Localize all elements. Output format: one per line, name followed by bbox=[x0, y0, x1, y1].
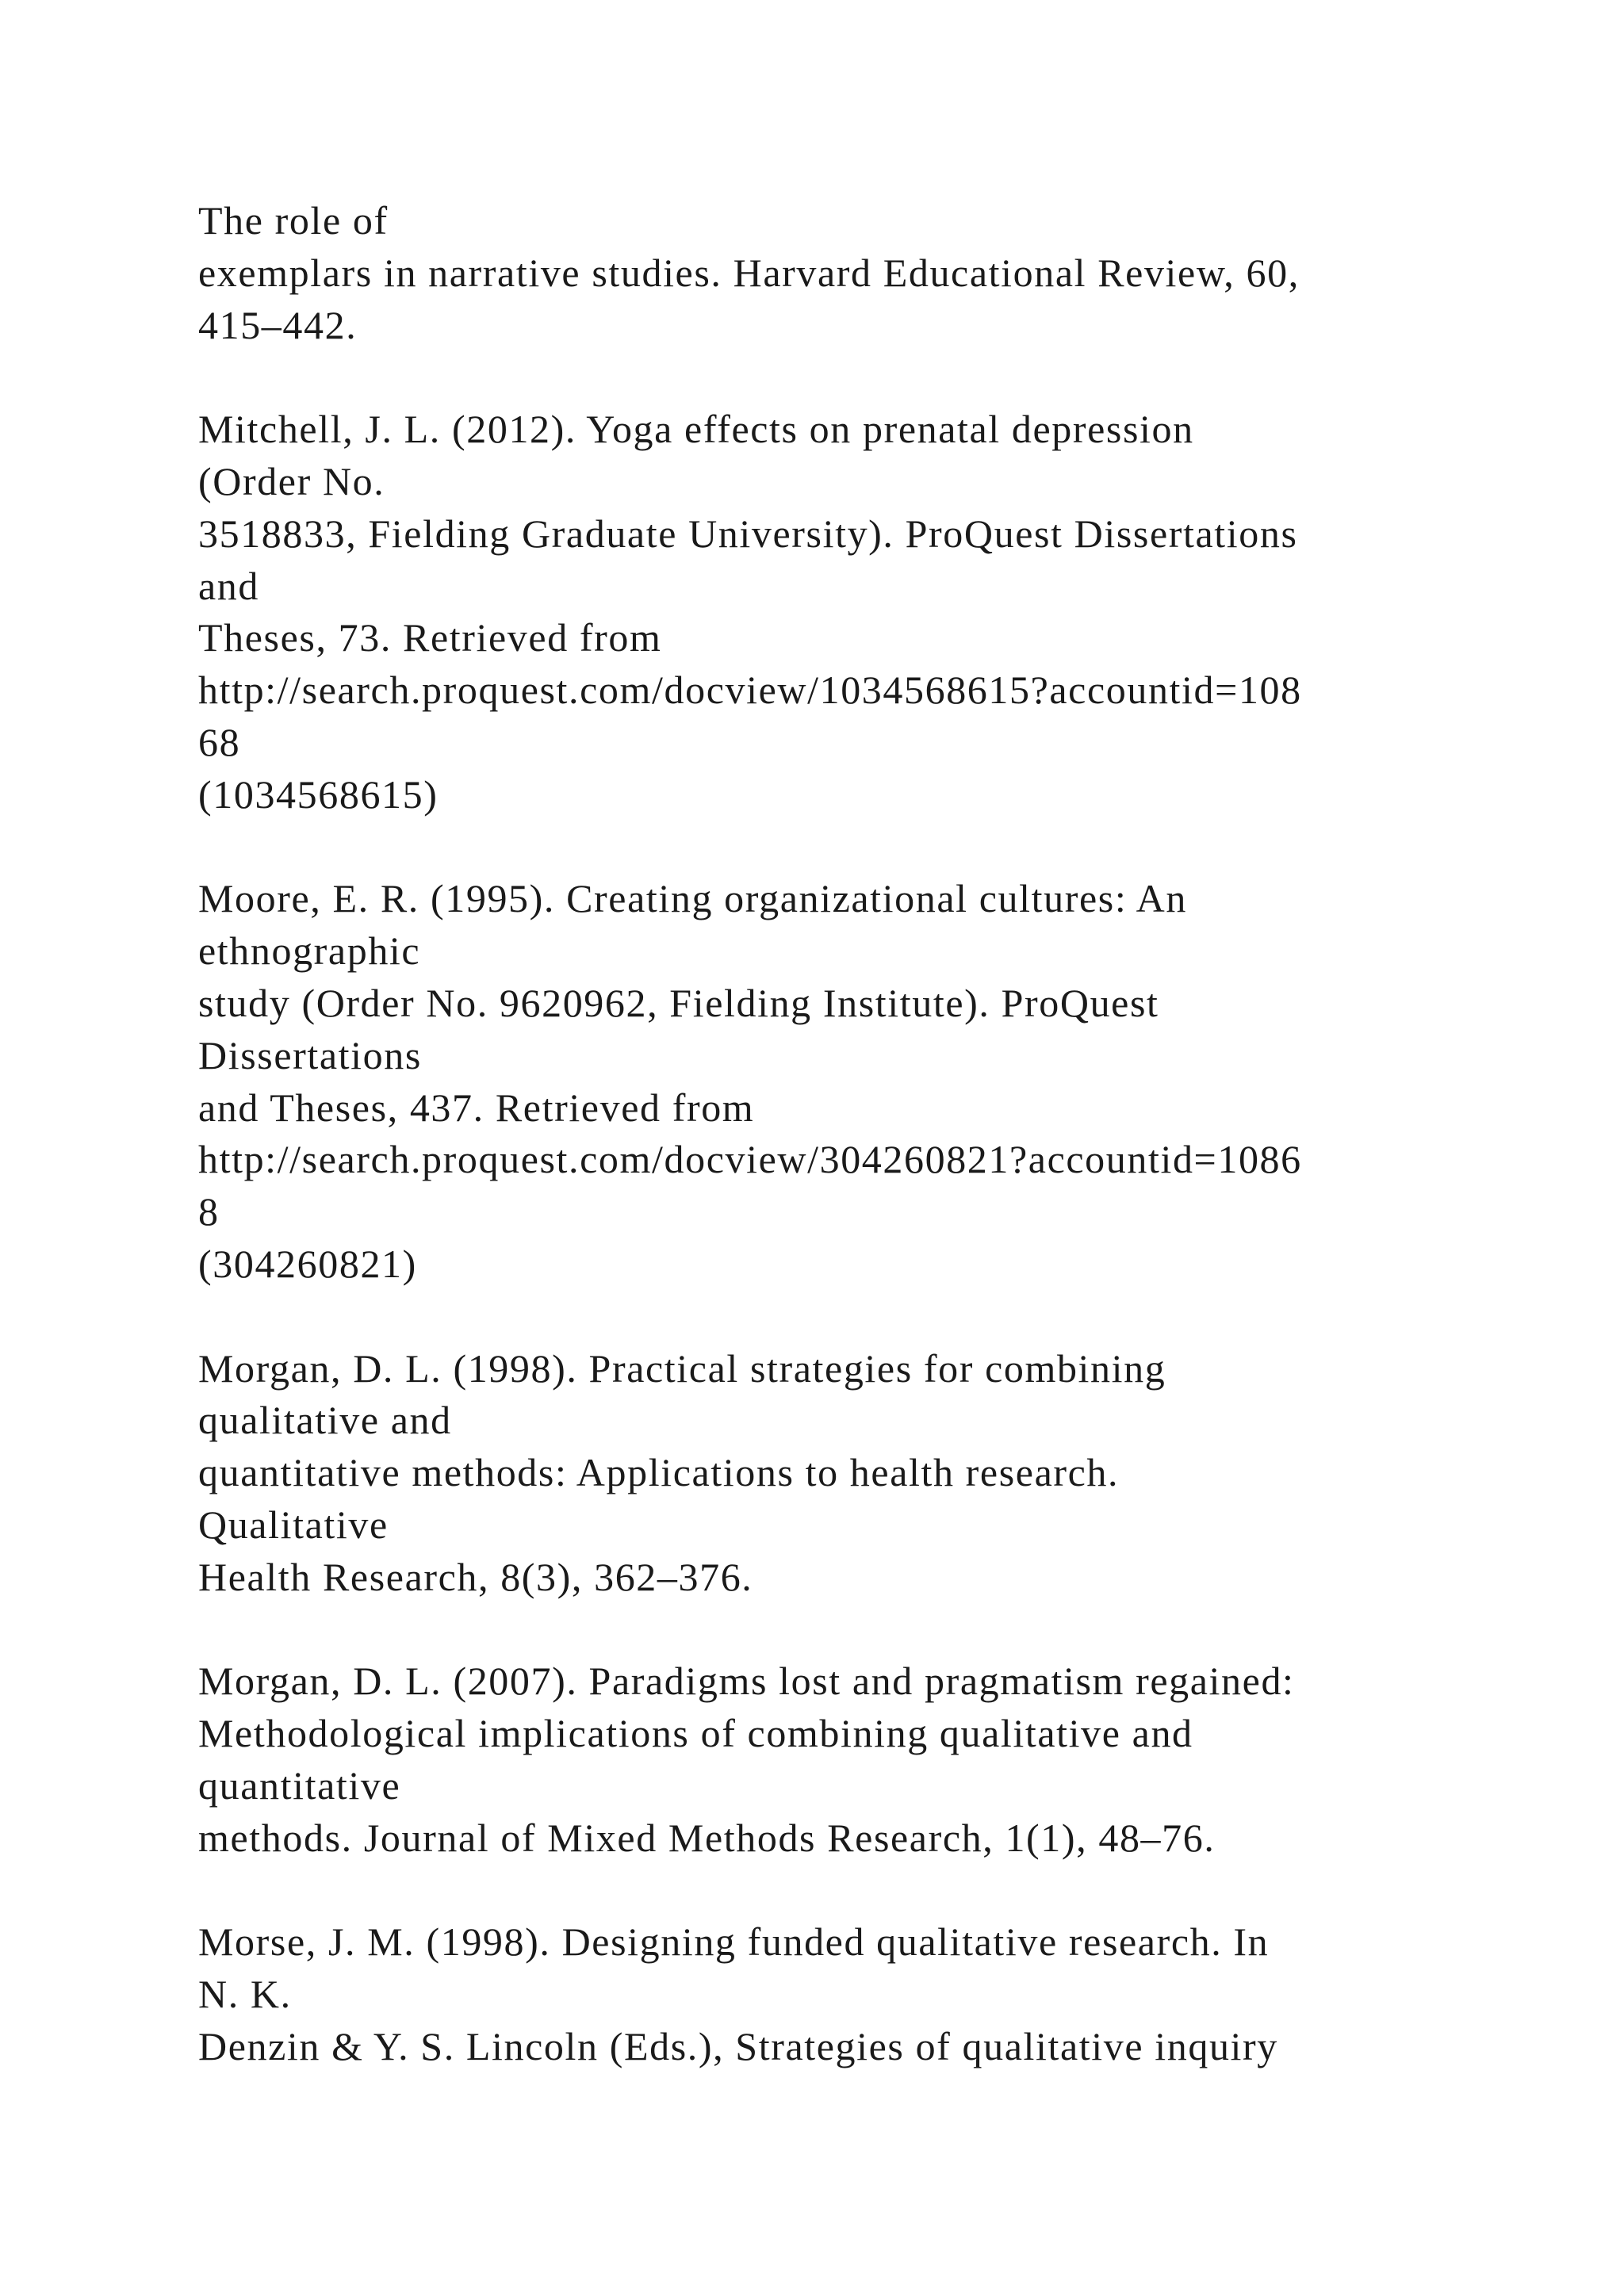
reference-line: Morgan, D. L. (2007). Paradigms lost and pragmatism regained: bbox=[198, 1659, 1295, 1704]
reference-line: N. K. bbox=[198, 1972, 292, 2017]
reference-entry-moore-1995 bbox=[198, 873, 1546, 1290]
reference-line: Methodological implications of combining qualitative and bbox=[198, 1711, 1193, 1756]
reference-line: Qualitative bbox=[198, 1502, 389, 1547]
reference-entry-morgan-1998 bbox=[198, 1343, 1546, 1604]
reference-url-line: 68 bbox=[198, 719, 241, 764]
reference-entry-mitchell-2012 bbox=[198, 404, 1546, 821]
reference-line: Morse, J. M. (1998). Designing funded qualitative research. In bbox=[198, 1919, 1270, 1965]
reference-url-line: http://search.proquest.com/docview/1034568615?accountid=108 bbox=[198, 668, 1302, 713]
reference-line: Health Research, 8(3), 362–376. bbox=[198, 1554, 753, 1599]
reference-line: Dissertations bbox=[198, 1032, 422, 1077]
reference-entry-morse-1998 bbox=[198, 1916, 1546, 2072]
reference-line: and bbox=[198, 563, 259, 608]
reference-line: Mitchell, J. L. (2012). Yoga effects on prenatal depression bbox=[198, 407, 1194, 452]
reference-line: Denzin & Y. S. Lincoln (Eds.), Strategies of qualitative inquiry bbox=[198, 2023, 1278, 2068]
reference-url-line: 8 bbox=[198, 1189, 220, 1234]
reference-line: (1034568615) bbox=[198, 771, 439, 817]
reference-line: qualitative and bbox=[198, 1398, 452, 1443]
reference-line: 3518833, Fielding Graduate University). ProQuest Dissertations bbox=[198, 511, 1298, 556]
reference-line: ethnographic bbox=[198, 928, 421, 974]
reference-line: Moore, E. R. (1995). Creating organizational cultures: An bbox=[198, 876, 1187, 921]
reference-line: 415–442. bbox=[198, 302, 358, 347]
reference-line: methods. Journal of Mixed Methods Research, 1(1), 48–76. bbox=[198, 1815, 1216, 1860]
reference-line: Morgan, D. L. (1998). Practical strategies for combining bbox=[198, 1345, 1166, 1391]
reference-url-line: http://search.proquest.com/docview/304260821?accountid=1086 bbox=[198, 1137, 1302, 1182]
reference-line: quantitative bbox=[198, 1762, 401, 1808]
reference-line: The role of bbox=[198, 198, 389, 243]
reference-line: (Order No. bbox=[198, 458, 385, 503]
reference-line: exemplars in narrative studies. Harvard Educational Review, 60, bbox=[198, 250, 1300, 295]
reference-line: study (Order No. 9620962, Fielding Institute). ProQuest bbox=[198, 980, 1159, 1025]
reference-list bbox=[198, 195, 1546, 2125]
reference-line: quantitative methods: Applications to health research. bbox=[198, 1450, 1120, 1495]
reference-line: Theses, 73. Retrieved from bbox=[198, 615, 662, 660]
reference-line: and Theses, 437. Retrieved from bbox=[198, 1085, 755, 1130]
reference-entry-exemplars bbox=[198, 195, 1546, 351]
reference-line: (304260821) bbox=[198, 1241, 417, 1286]
reference-entry-morgan-2007 bbox=[198, 1655, 1546, 1864]
